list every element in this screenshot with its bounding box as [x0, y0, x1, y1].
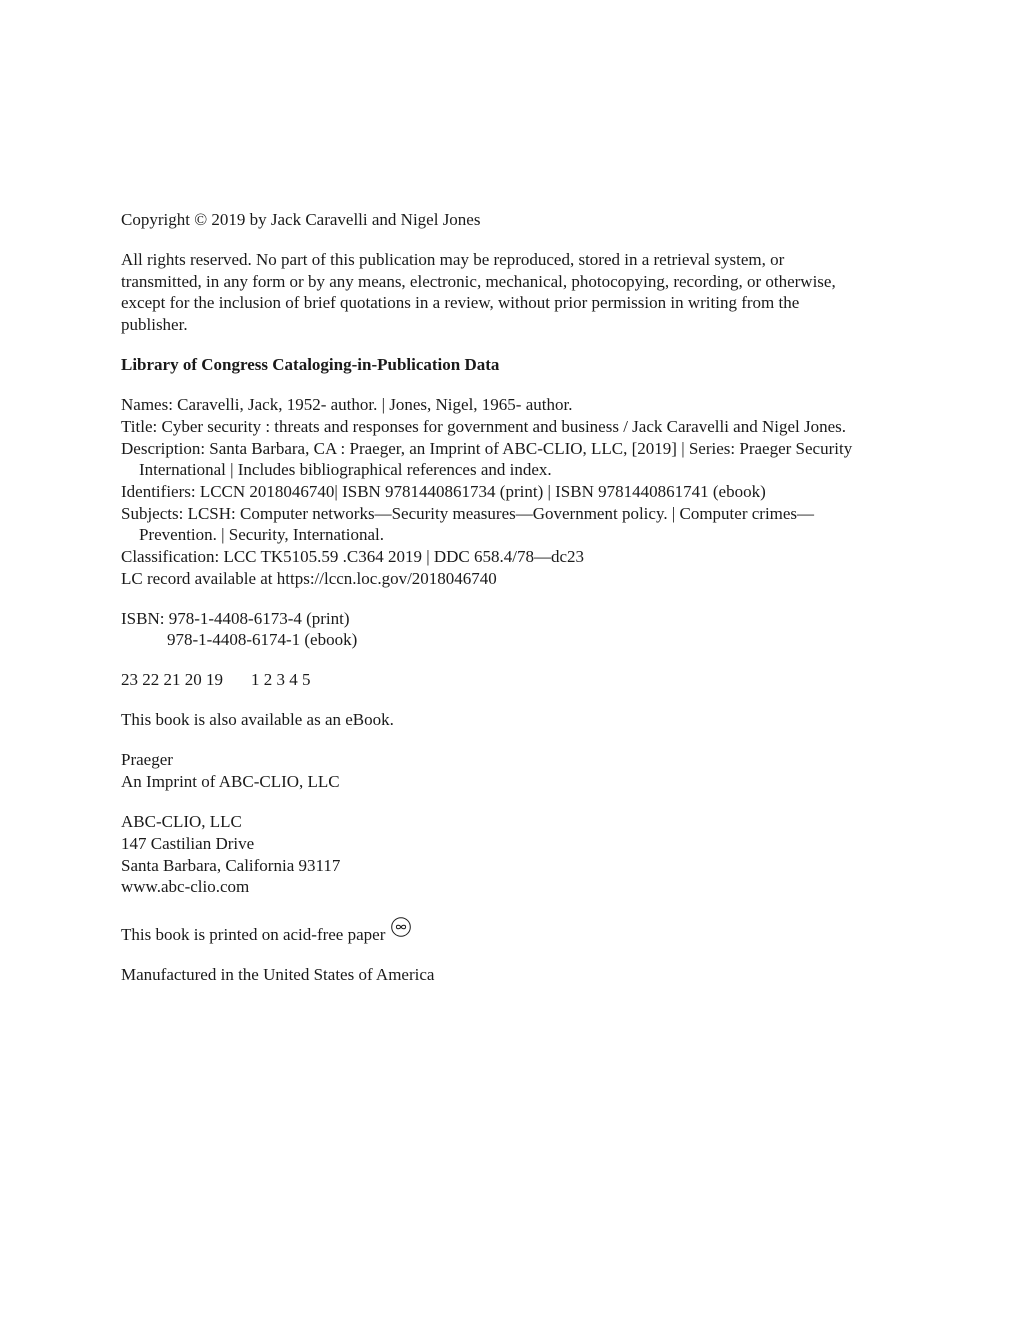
copyright-notice-block [121, 209, 911, 231]
publisher-city: Santa Barbara, California 93117 [121, 855, 341, 875]
paper-note-block [121, 916, 911, 946]
cip-lc-record: LC record available at https://lccn.loc.gov/2018046740 [121, 568, 497, 588]
publisher-name: ABC-CLIO, LLC [121, 812, 242, 832]
rights-statement [121, 249, 911, 336]
isbn-block [121, 608, 911, 651]
cip-identifiers: Identifiers: LCCN 2018046740| ISBN 9781440861734 (print) | ISBN 9781440861741 (ebook) [121, 481, 766, 501]
cip-names: Names: Caravelli, Jack, 1952- author. | Jones, Nigel, 1965- author. [121, 395, 573, 415]
printing-line [121, 669, 911, 691]
copyright-line: Copyright © 2019 by Jack Caravelli and Nigel Jones [121, 210, 481, 229]
rights-line: transmitted, in any form or by any means, electronic, mechanical, photocopying, recording, or otherwise, [121, 271, 836, 291]
cip-description: Description: Santa Barbara, CA : Praeger, an Imprint of ABC-CLIO, LLC, [2019] | Series: Praeger Security [121, 438, 853, 458]
imprint-subtitle: An Imprint of ABC-CLIO, LLC [121, 772, 340, 792]
printing-numbers: 1 2 3 4 5 [251, 670, 311, 690]
publisher-website: www.abc-clio.com [121, 877, 250, 897]
cip-description-continued: International | Includes bibliographical references and index. [139, 460, 552, 480]
ebook-note: This book is also available as an eBook. [121, 710, 394, 730]
cip-classification: Classification: LCC TK5105.59 .C364 2019 | DDC 658.4/78—dc23 [121, 547, 585, 567]
cip-title: Title: Cyber security : threats and responses for government and business / Jack Caravelli and Nigel Jones. [121, 416, 847, 436]
publisher-address [121, 811, 911, 898]
cip-heading: Library of Congress Cataloging-in-Publication Data [121, 355, 500, 375]
infinity-circle-icon [390, 916, 412, 938]
paper-note-row [121, 916, 911, 946]
copyright-page [121, 209, 911, 1004]
paper-note: This book is printed on acid-free paper [121, 925, 386, 945]
ebook-note-block [121, 709, 911, 731]
rights-line: All rights reserved. No part of this publication may be reproduced, stored in a retrieval system, or [121, 250, 785, 269]
rights-line: publisher. [121, 315, 188, 335]
rights-line: except for the inclusion of brief quotations in a review, without prior permission in writing from the [121, 293, 800, 313]
manufactured-line: Manufactured in the United States of America [121, 965, 435, 985]
manufactured-block [121, 964, 911, 986]
cip-subjects-continued: Prevention. | Security, International. [139, 525, 384, 545]
printing-years: 23 22 21 20 19 [121, 670, 223, 690]
imprint-block [121, 749, 911, 792]
imprint-name: Praeger [121, 750, 173, 770]
printing-line-row [121, 669, 911, 691]
isbn-ebook: 978-1-4408-6174-1 (ebook) [167, 630, 358, 650]
publisher-street: 147 Castilian Drive [121, 833, 255, 853]
cip-heading-block [121, 354, 911, 376]
cip-data [121, 394, 911, 589]
isbn-print: ISBN: 978-1-4408-6173-4 (print) [121, 608, 350, 628]
cip-subjects: Subjects: LCSH: Computer networks—Security measures—Government policy. | Computer crimes— [121, 503, 815, 523]
